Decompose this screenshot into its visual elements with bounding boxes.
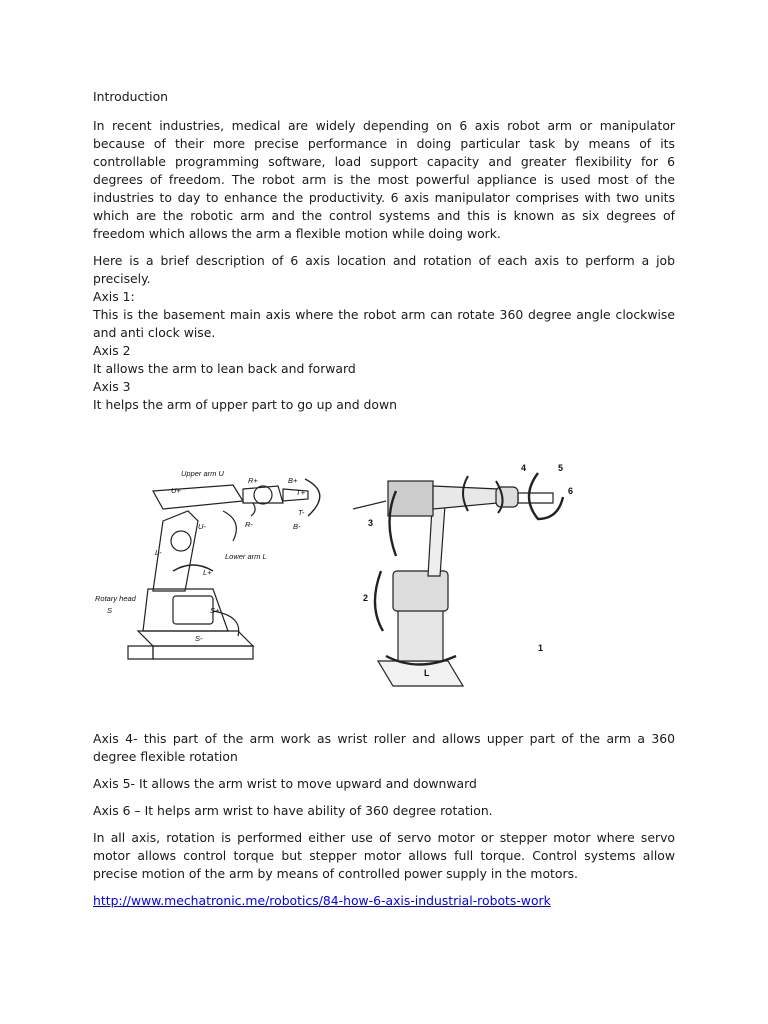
label-lower-arm: Lower arm L xyxy=(225,552,267,561)
axis-label-5: 5 xyxy=(558,463,564,473)
upper-arm xyxy=(153,485,243,509)
intro-heading: Introduction xyxy=(93,89,169,104)
axis-label-2: 2 xyxy=(363,593,369,603)
label-u-minus: U- xyxy=(198,522,206,531)
rotating-base xyxy=(393,571,448,611)
intro-paragraph: In recent industries, medical are widely depending on 6 axis robot arm or manipulator because of their more precise performance in doing particular task by means of its controllable programming software, load support capacity and greater flexibility for 6 degrees of freedom. The robot arm is the most powerful appliance is used most of the industries to day to enhance the productivity. 6 axis manipulator comprises with two units which are the robotic arm and the control systems and this is known as six degrees of freedom which allows the arm a flexible motion while doing work. xyxy=(93,118,675,241)
label-t-plus: T+ xyxy=(296,488,305,497)
axis1-text: This is the basement main axis where the robot arm can rotate 360 degree angle clockwise and anti clock wise. xyxy=(93,307,675,340)
axis-label-3: 3 xyxy=(368,518,374,528)
label-b-minus: B- xyxy=(293,522,301,531)
document-page xyxy=(93,88,675,910)
axis-label-6: 6 xyxy=(568,486,574,496)
axis4-text: Axis 4- this part of the arm work as wrist roller and allows upper part of the arm a 360 degree flexible rotation xyxy=(93,731,675,764)
label-s-plus: S+ xyxy=(210,606,220,615)
label-s-minus: S- xyxy=(195,634,203,643)
base-label-l: L xyxy=(424,668,430,678)
label-l-minus: L- xyxy=(155,548,162,557)
axis2-title: Axis 2 xyxy=(93,343,131,358)
axis1-title: Axis 1: xyxy=(93,289,135,304)
base-motor xyxy=(128,646,153,659)
label-r-minus: R- xyxy=(245,520,253,529)
axis2-text: It allows the arm to lean back and forward xyxy=(93,361,356,376)
label-t-minus: T- xyxy=(298,508,305,517)
label-u-plus: U+ xyxy=(171,486,181,495)
upper-housing xyxy=(388,481,433,516)
description-intro: Here is a brief description of 6 axis location and rotation of each axis to perform a job precisely. xyxy=(93,253,675,286)
label-b-plus: B+ xyxy=(288,476,298,485)
robot-figures xyxy=(93,431,675,721)
label-l-plus: L+ xyxy=(203,568,212,577)
source-link[interactable]: http://www.mechatronic.me/robotics/84-how-6-axis-industrial-robots-work xyxy=(93,893,551,908)
robot-diagram-right xyxy=(348,431,578,691)
axis5-text: Axis 5- It allows the arm wrist to move upward and downward xyxy=(93,776,477,791)
motor-paragraph: In all axis, rotation is performed either use of servo motor or stepper motor where servo motor allows control torque but stepper motor allows full torque. Control systems allow precise motion of the arm by means of controlled power supply in the motors. xyxy=(93,830,675,881)
axis-label-4: 4 xyxy=(521,463,527,473)
label-upper-arm: Upper arm U xyxy=(181,471,224,478)
axis3-title: Axis 3 xyxy=(93,379,131,394)
label-s: S xyxy=(107,606,113,615)
axis6-text: Axis 6 – It helps arm wrist to have ability of 360 degree rotation. xyxy=(93,803,493,818)
axis-label-1: 1 xyxy=(538,643,544,653)
robot-diagram-left xyxy=(93,471,343,671)
axis3-text: It helps the arm of upper part to go up and down xyxy=(93,397,397,412)
label-r-plus: R+ xyxy=(248,476,258,485)
base-column xyxy=(398,606,443,661)
label-rotary-head: Rotary head xyxy=(95,594,136,603)
